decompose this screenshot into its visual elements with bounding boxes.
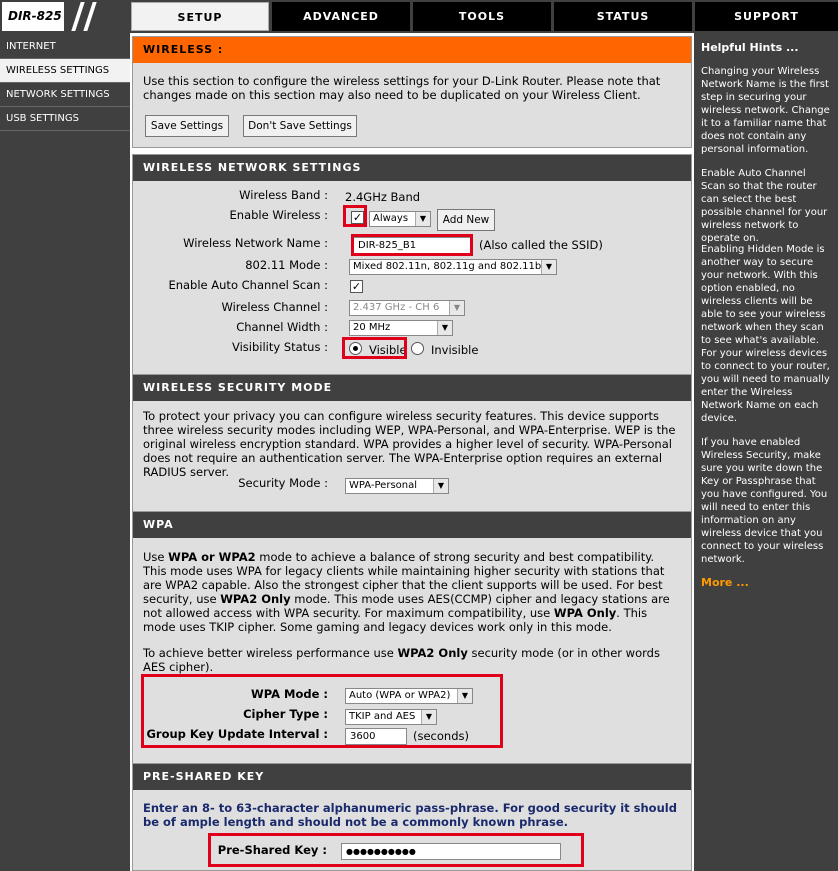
- wpa-panel-title: WPA: [133, 512, 691, 538]
- sidebar-item-wireless-settings[interactable]: WIRELESS SETTINGS: [0, 59, 130, 83]
- security-mode-value: WPA-Personal: [349, 480, 418, 491]
- highlight-visibility: [342, 337, 407, 359]
- wireless-mode-label: 802.11 Mode :: [245, 258, 328, 272]
- hint-hidden-mode: Enabling Hidden Mode is another way to secure your network. With this option enabled, no wireless clients will be able to see your wireless network when they scan to see what's available. For your wireless devices to connect to your router, you will need to manually enter the Wireless Network Name on each device.: [701, 244, 830, 424]
- chevron-down-icon: ▼: [415, 212, 430, 226]
- security-description: To protect your privacy you can configure wireless security features. This device supports three wireless security modes including WEP, WPA-Personal, and WPA-Enterprise. WEP is the original wireless encryption standard. WPA provides a higher level of security. WPA-Personal does not require an authentication server. The WPA-Enterprise option requires an external RADIUS server.: [143, 409, 676, 479]
- wpa-note-bold: WPA2 Only: [397, 646, 468, 660]
- wpa-performance-note: [143, 646, 678, 674]
- highlight-network-name: [351, 234, 473, 256]
- chevron-down-icon: ▼: [457, 689, 472, 703]
- group-key-interval-label: Group Key Update Interval :: [146, 727, 328, 741]
- invisible-radio[interactable]: [411, 342, 424, 355]
- sidebar-item-usb-settings[interactable]: USB SETTINGS: [0, 107, 130, 131]
- hint-network-name: Changing your Wireless Network Name is the first step in securing your wireless network. Change it to a familiar name that does not contain any personal information.: [701, 66, 830, 155]
- wpa-mode-label: WPA Mode :: [251, 687, 328, 701]
- channel-width-select[interactable]: [349, 320, 453, 336]
- cipher-type-value: TKIP and AES: [349, 711, 416, 722]
- wireless-mode-select[interactable]: [349, 259, 557, 275]
- add-new-schedule-button[interactable]: Add New: [437, 209, 495, 231]
- wireless-band-value: 2.4GHz Band: [345, 190, 421, 204]
- model-name: DIR-825: [8, 9, 62, 23]
- hints-title: Helpful Hints ...: [701, 41, 799, 54]
- cipher-type-label: Cipher Type :: [243, 707, 328, 721]
- wpa-desc-bold: WPA or WPA2: [168, 550, 256, 564]
- network-name-label: Wireless Network Name :: [183, 236, 328, 250]
- more-hints-link[interactable]: More ...: [701, 576, 749, 589]
- wpa-desc-part: mode to achieve a balance of strong security and best compatibility. This mode uses WPA for legacy clients while maintaining higher security with stations that are WPA2 capable. Also the strongest cipher that the client supports will be used. For best security, use: [143, 550, 665, 606]
- logo-slash-1: [71, 2, 84, 31]
- schedule-value: Always: [373, 213, 409, 224]
- wireless-channel-label: Wireless Channel :: [221, 300, 328, 314]
- enable-wireless-label: Enable Wireless :: [229, 208, 328, 222]
- auto-channel-checkbox[interactable]: ✓: [351, 280, 362, 293]
- wireless-network-settings-panel: [132, 154, 692, 400]
- top-nav-bar: [0, 0, 838, 33]
- sidebar: [0, 33, 130, 871]
- wpa-panel: [132, 511, 692, 794]
- save-settings-button[interactable]: Save Settings: [145, 115, 229, 137]
- visible-option-label: Visible: [369, 343, 407, 357]
- pre-shared-key-label: Pre-Shared Key :: [217, 843, 327, 857]
- chevron-down-icon: ▼: [437, 321, 452, 335]
- schedule-select[interactable]: [369, 211, 431, 227]
- helpful-hints-panel: [694, 33, 838, 871]
- channel-width-label: Channel Width :: [236, 320, 328, 334]
- pre-shared-key-panel: [132, 763, 692, 871]
- network-name-input[interactable]: DIR-825_B1: [353, 237, 471, 254]
- chevron-down-icon: ▼: [541, 260, 556, 274]
- wpa-desc-part: mode. This mode uses AES(CCMP) cipher and legacy stations are not allowed access with WPA security. For maximum compatibility, use: [143, 592, 670, 620]
- network-panel-title: WIRELESS NETWORK SETTINGS: [133, 155, 691, 181]
- tab-support[interactable]: SUPPORT: [695, 2, 838, 31]
- psk-panel-title: PRE-SHARED KEY: [133, 764, 691, 790]
- wireless-description: Use this section to configure the wireless settings for your D-Link Router. Please note that changes made on this section may also need to be duplicated on your Wireless Client.: [143, 74, 661, 102]
- wpa-desc-bold: WPA Only: [553, 606, 617, 620]
- sidebar-item-network-settings[interactable]: NETWORK SETTINGS: [0, 83, 130, 107]
- dont-save-settings-button[interactable]: Don't Save Settings: [243, 115, 357, 137]
- wpa-note-part: security mode (or in other words AES cipher).: [143, 646, 660, 674]
- wireless-channel-select[interactable]: [349, 300, 465, 316]
- wireless-mode-value: Mixed 802.11n, 802.11g and 802.11b: [353, 261, 542, 272]
- tab-setup[interactable]: SETUP: [131, 2, 269, 31]
- tab-status[interactable]: STATUS: [554, 2, 692, 31]
- chevron-down-icon: ▼: [449, 301, 464, 315]
- psk-description: Enter an 8- to 63-character alphanumeric pass-phrase. For good security it should be of ample length and should not be a commonly known phrase.: [143, 801, 677, 829]
- channel-width-value: 20 MHz: [353, 322, 391, 333]
- auto-channel-label: Enable Auto Channel Scan :: [168, 278, 328, 292]
- brand-logo: [0, 0, 130, 33]
- chevron-down-icon: ▼: [421, 710, 436, 724]
- security-panel-title: WIRELESS SECURITY MODE: [133, 375, 691, 401]
- interval-unit: (seconds): [413, 729, 469, 743]
- cipher-type-select[interactable]: [345, 709, 437, 725]
- highlight-enable-wireless: [343, 205, 367, 227]
- wireless-channel-value: 2.437 GHz - CH 6: [353, 302, 440, 313]
- wireless-panel: [132, 36, 692, 148]
- wireless-panel-title: WIRELESS :: [133, 37, 691, 63]
- wpa-desc-part: Use: [143, 550, 169, 564]
- hint-auto-channel: Enable Auto Channel Scan so that the router can select the best possible channel for your wireless network to operate on.: [701, 168, 828, 244]
- sidebar-item-internet[interactable]: INTERNET: [0, 35, 130, 59]
- wpa-mode-select[interactable]: [345, 688, 473, 704]
- tab-tools[interactable]: TOOLS: [413, 2, 551, 31]
- wpa-description: [143, 550, 678, 634]
- wpa-desc-bold: WPA2 Only: [220, 592, 291, 606]
- wireless-band-label: Wireless Band :: [239, 188, 328, 202]
- pre-shared-key-input[interactable]: ●●●●●●●●●●: [341, 843, 561, 860]
- invisible-option-label: Invisible: [431, 343, 479, 357]
- security-mode-label: Security Mode :: [238, 476, 328, 490]
- model-badge: [2, 2, 64, 31]
- group-key-interval-input[interactable]: 3600: [345, 728, 407, 745]
- chevron-down-icon: ▼: [433, 479, 448, 493]
- enable-wireless-checkbox[interactable]: ✓: [352, 211, 363, 224]
- visibility-label: Visibility Status :: [231, 340, 328, 354]
- wpa-desc-part: . This mode uses TKIP cipher. Some gaming and legacy devices work only in this mode.: [143, 606, 648, 634]
- hint-wireless-security: If you have enabled Wireless Security, make sure you write down the Key or Passphrase that you have configured. You will need to enter this information on any wireless device that you connect to your wireless network.: [701, 437, 828, 565]
- main-content: [130, 33, 694, 871]
- wpa-mode-value: Auto (WPA or WPA2): [349, 690, 451, 701]
- logo-slash-2: [83, 2, 96, 31]
- security-mode-select[interactable]: [345, 478, 449, 494]
- wpa-note-part: To achieve better wireless performance use: [143, 646, 398, 660]
- tab-advanced[interactable]: ADVANCED: [272, 2, 410, 31]
- ssid-note: (Also called the SSID): [479, 238, 603, 252]
